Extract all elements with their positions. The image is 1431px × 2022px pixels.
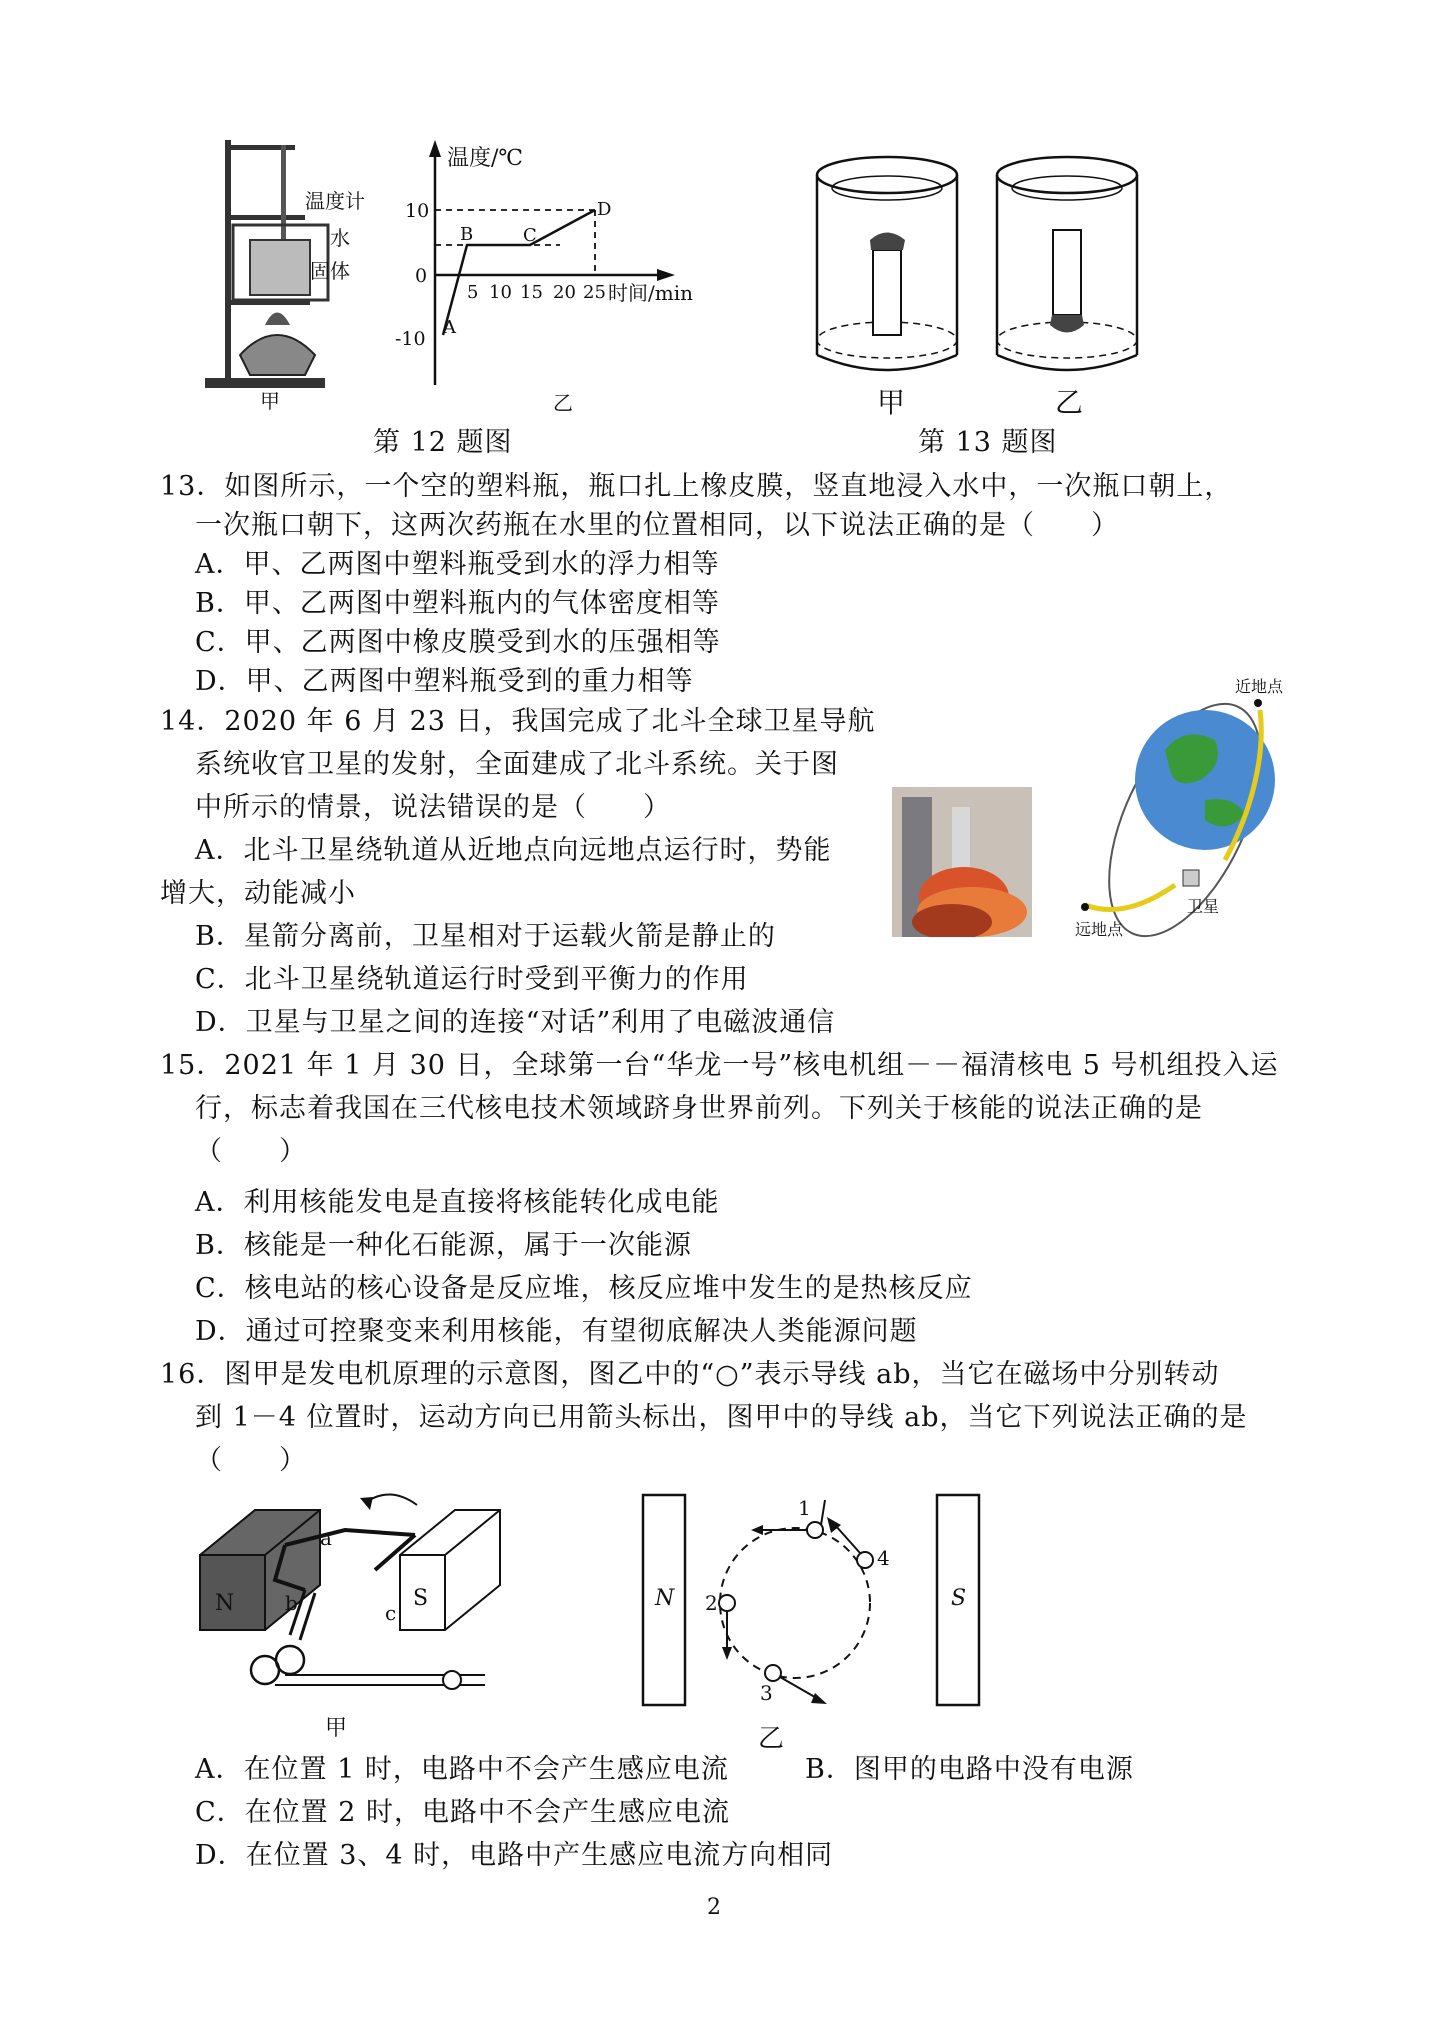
fig12-xtick-5: 5: [467, 282, 479, 303]
q13-option-d: D．甲、乙两图中塑料瓶受到的重力相等: [195, 666, 694, 697]
q15-option-b: B．核能是一种化石能源，属于一次能源: [195, 1230, 692, 1261]
q13-option-b: B．甲、乙两图中塑料瓶内的气体密度相等: [195, 588, 720, 619]
q15-stem-1: 15．2021 年 1 月 30 日，全球第一台“华龙一号”核电机组－－福清核电 5 号机组投入运: [160, 1050, 1279, 1081]
q16-stem-2: 到 1－4 位置时，运动方向已用箭头标出，图甲中的导线 ab，当它下列说法正确的是: [195, 1402, 1248, 1433]
fig12-ytick-neg10: -10: [395, 328, 426, 350]
field-label-N: N: [655, 1586, 675, 1611]
fig12-label-solid: 固体: [310, 259, 350, 283]
gen-label-N: N: [215, 1591, 235, 1616]
q14-option-b: B．星箭分离前，卫星相对于运载火箭是静止的: [195, 921, 776, 952]
fig12-label-thermometer: 温度计: [305, 189, 365, 213]
q16-option-c: C．在位置 2 时，电路中不会产生感应电流: [195, 1797, 731, 1828]
page-number: 2: [707, 1895, 722, 1920]
q14-option-d: D．卫星与卫星之间的连接“对话”利用了电磁波通信: [195, 1007, 836, 1038]
field-label-yi: 乙: [758, 1724, 785, 1754]
q13-stem-1: 13．如图所示，一个空的塑料瓶，瓶口扎上橡皮膜，竖直地浸入水中，一次瓶口朝上，: [160, 471, 1233, 502]
field-label-2: 2: [705, 1591, 718, 1615]
orbit-label-apogee: 远地点: [1075, 920, 1124, 939]
q14-stem-2: 系统收官卫星的发射，全面建成了北斗系统。关于图: [195, 749, 839, 780]
fig13-label-yi: 乙: [1055, 386, 1084, 419]
fig13: [815, 150, 1145, 420]
q14-stem-1: 14．2020 年 6 月 23 日，我国完成了北斗全球卫星导航: [160, 706, 876, 737]
fig12-ytick-0: 0: [415, 265, 428, 287]
fig12-graph: [395, 135, 725, 415]
fig12-apparatus: [205, 130, 385, 410]
fig13-label-jia: 甲: [877, 386, 906, 419]
q16-option-d: D．在位置 3、4 时，电路中产生感应电流方向相同: [195, 1840, 834, 1871]
fig12-xtick-25: 25: [583, 282, 606, 303]
fig12-point-C: C: [523, 225, 537, 246]
q14-stem-3: 中所示的情景，说法错误的是（ ）: [195, 792, 671, 823]
fig12-ytick-10: 10: [405, 200, 430, 222]
q16-stem-3: （ ）: [195, 1445, 307, 1476]
q15-stem-2: 行，标志着我国在三代核电技术领域跻身世界前列。下列关于核能的说法正确的是: [195, 1093, 1203, 1124]
fig12-label-yi: 乙: [553, 391, 573, 415]
q13-option-a: A．甲、乙两图中塑料瓶受到水的浮力相等: [195, 549, 720, 580]
field-label-1: 1: [798, 1496, 811, 1520]
q15-option-c: C．核电站的核心设备是反应堆，核反应堆中发生的是热核反应: [195, 1273, 973, 1304]
q16-stem-1: 16．图甲是发电机原理的示意图，图乙中的“○”表示导线 ab，当它在磁场中分别转动: [160, 1359, 1220, 1390]
fig12-xtick-15: 15: [520, 282, 543, 303]
fig12-label-jia: 甲: [260, 389, 280, 410]
q16-option-b: B．图甲的电路中没有电源: [805, 1754, 1134, 1785]
q14-option-c: C．北斗卫星绕轨道运行时受到平衡力的作用: [195, 964, 749, 995]
q13-stem-2: 一次瓶口朝下，这两次药瓶在水里的位置相同，以下说法正确的是（ ）: [195, 510, 1119, 541]
fig12-point-B: B: [460, 224, 474, 245]
fig12-xlabel: 时间/min: [608, 281, 693, 305]
field-label-3: 3: [760, 1681, 773, 1705]
q15-stem-3: （ ）: [195, 1136, 307, 1167]
fig12-xtick-20: 20: [553, 282, 576, 303]
field-label-S: S: [951, 1586, 967, 1611]
q14-option-a-1: A．北斗卫星绕轨道从近地点向远地点运行时，势能: [195, 835, 832, 866]
fig12-label-water: 水: [330, 226, 350, 250]
satellite-orbit-figure: [1075, 670, 1300, 950]
gen-label-a: a: [320, 1526, 332, 1550]
gen-label-b: b: [285, 1591, 298, 1615]
field-label-4: 4: [877, 1546, 890, 1570]
fig12-ylabel: 温度/℃: [447, 146, 524, 171]
gen-label-jia: 甲: [325, 1716, 348, 1741]
fig12-point-A: A: [443, 317, 456, 338]
rocket-launch-photo: [892, 787, 1032, 937]
q13-option-c: C．甲、乙两图中橡皮膜受到水的压强相等: [195, 627, 721, 658]
generator-figure-jia: [195, 1485, 540, 1745]
q14-option-a-2: 增大，动能减小: [160, 878, 356, 909]
fig13-caption: 第 13 题图: [918, 427, 1058, 458]
q15-option-a: A．利用核能发电是直接将核能转化成电能: [195, 1187, 720, 1218]
q15-option-d: D．通过可控聚变来利用核能，有望彻底解决人类能源问题: [195, 1316, 918, 1347]
q16-option-a: A．在位置 1 时，电路中不会产生感应电流: [195, 1754, 729, 1785]
gen-label-S: S: [413, 1586, 429, 1611]
orbit-label-satellite: 卫星: [1187, 897, 1220, 916]
gen-label-c: c: [385, 1601, 397, 1625]
rotation-figure-yi: [635, 1485, 985, 1755]
orbit-label-perigee: 近地点: [1235, 677, 1284, 696]
fig12-point-D: D: [597, 199, 612, 220]
fig12-caption: 第 12 题图: [373, 427, 513, 458]
fig12-xtick-10: 10: [489, 282, 512, 303]
